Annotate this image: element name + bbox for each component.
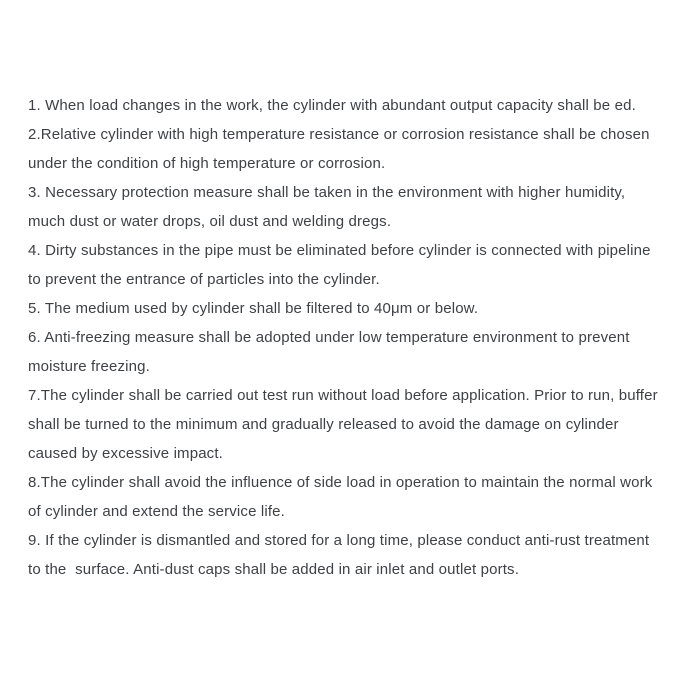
list-item-3: [28, 178, 673, 236]
text-line: 9. If the cylinder is dismantled and stored for a long time, please conduct anti-rust treatment: [28, 532, 650, 549]
text-line: 5. The medium used by cylinder shall be filtered to 40μm or below.: [28, 300, 479, 317]
text-line: much dust or water drops, oil dust and welding dregs.: [28, 213, 392, 230]
list-item-9: [28, 526, 673, 584]
list-item-2: [28, 120, 673, 178]
text-line: 1. When load changes in the work, the cylinder with abundant output capacity shall be ed.: [28, 97, 636, 114]
text-line: 3. Necessary protection measure shall be taken in the environment with higher humidity,: [28, 184, 626, 201]
text-line: to prevent the entrance of particles into the cylinder.: [28, 271, 380, 288]
precautions-text-block: [28, 91, 673, 584]
text-line: under the condition of high temperature or corrosion.: [28, 155, 386, 172]
list-item-8: [28, 468, 673, 526]
text-line: 8.The cylinder shall avoid the influence of side load in operation to maintain the normal work: [28, 474, 653, 491]
list-item-6: [28, 323, 673, 381]
text-line: of cylinder and extend the service life.: [28, 503, 285, 520]
text-line: to the surface. Anti-dust caps shall be added in air inlet and outlet ports.: [28, 561, 520, 578]
text-line: 4. Dirty substances in the pipe must be eliminated before cylinder is connected with pipeline: [28, 242, 651, 259]
text-line: 2.Relative cylinder with high temperature resistance or corrosion resistance shall be chosen: [28, 126, 650, 143]
text-line: moisture freezing.: [28, 358, 150, 375]
text-line: caused by excessive impact.: [28, 445, 223, 462]
list-item-5: [28, 294, 673, 323]
list-item-1: [28, 91, 673, 120]
list-item-7: [28, 381, 673, 468]
text-line: 6. Anti-freezing measure shall be adopted under low temperature environment to prevent: [28, 329, 630, 346]
list-item-4: [28, 236, 673, 294]
text-line: shall be turned to the minimum and gradually released to avoid the damage on cylinder: [28, 416, 619, 433]
text-line: 7.The cylinder shall be carried out test run without load before application. Prior to run, buffer: [28, 387, 658, 404]
